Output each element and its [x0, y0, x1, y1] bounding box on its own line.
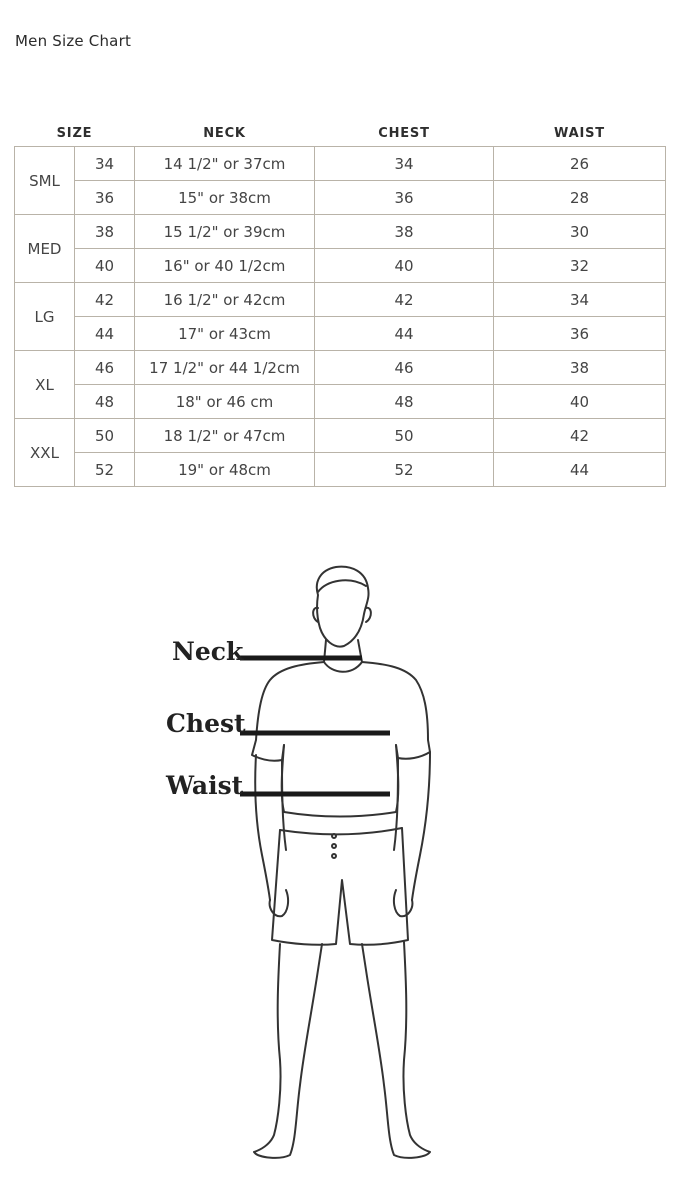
size-number: 44	[75, 317, 135, 351]
neck-label: Neck	[172, 637, 244, 666]
table-row	[15, 283, 666, 317]
neck-value: 15" or 38cm	[135, 181, 315, 215]
table-row	[15, 147, 666, 181]
table-header-row	[15, 120, 666, 147]
size-number: 46	[75, 351, 135, 385]
measurement-figure	[0, 540, 680, 1195]
waist-value: 34	[494, 283, 666, 317]
table-row	[15, 351, 666, 385]
header-chest: CHEST	[378, 125, 430, 141]
waist-value: 42	[494, 419, 666, 453]
waist-value: 30	[494, 215, 666, 249]
man-outline-illustration	[0, 540, 680, 1195]
waist-value: 44	[494, 453, 666, 487]
size-number: 48	[75, 385, 135, 419]
size-number: 42	[75, 283, 135, 317]
chest-label: Chest	[166, 709, 246, 738]
waist-value: 38	[494, 351, 666, 385]
neck-value: 16" or 40 1/2cm	[135, 249, 315, 283]
neck-value: 16 1/2" or 42cm	[135, 283, 315, 317]
size-label: LG	[15, 283, 75, 351]
size-number: 50	[75, 419, 135, 453]
chest-value: 44	[315, 317, 494, 351]
table-row	[15, 453, 666, 487]
neck-value: 19" or 48cm	[135, 453, 315, 487]
page-title: Men Size Chart	[15, 32, 132, 50]
chest-value: 40	[315, 249, 494, 283]
size-number: 40	[75, 249, 135, 283]
table-row	[15, 317, 666, 351]
neck-value: 18" or 46 cm	[135, 385, 315, 419]
size-number: 36	[75, 181, 135, 215]
waist-value: 32	[494, 249, 666, 283]
size-number: 34	[75, 147, 135, 181]
waist-label: Waist	[166, 771, 244, 800]
chest-value: 50	[315, 419, 494, 453]
neck-value: 14 1/2" or 37cm	[135, 147, 315, 181]
neck-value: 15 1/2" or 39cm	[135, 215, 315, 249]
neck-value: 17 1/2" or 44 1/2cm	[135, 351, 315, 385]
neck-value: 17" or 43cm	[135, 317, 315, 351]
size-number: 38	[75, 215, 135, 249]
size-label: MED	[15, 215, 75, 283]
chest-value: 36	[315, 181, 494, 215]
waist-value: 36	[494, 317, 666, 351]
size-chart-table	[14, 120, 666, 487]
size-label: XXL	[15, 419, 75, 487]
size-label: XL	[15, 351, 75, 419]
chest-value: 42	[315, 283, 494, 317]
chest-value: 46	[315, 351, 494, 385]
table-row	[15, 419, 666, 453]
chest-value: 52	[315, 453, 494, 487]
table-row	[15, 215, 666, 249]
table-row	[15, 249, 666, 283]
waist-value: 28	[494, 181, 666, 215]
size-label: SML	[15, 147, 75, 215]
table-row	[15, 181, 666, 215]
header-neck: NECK	[203, 125, 246, 141]
body-outline	[252, 567, 430, 1158]
waist-value: 26	[494, 147, 666, 181]
neck-value: 18 1/2" or 47cm	[135, 419, 315, 453]
header-waist: WAIST	[554, 125, 605, 141]
chest-value: 38	[315, 215, 494, 249]
table-row	[15, 385, 666, 419]
size-number: 52	[75, 453, 135, 487]
chest-value: 34	[315, 147, 494, 181]
header-size: SIZE	[56, 125, 93, 141]
waist-value: 40	[494, 385, 666, 419]
chest-value: 48	[315, 385, 494, 419]
